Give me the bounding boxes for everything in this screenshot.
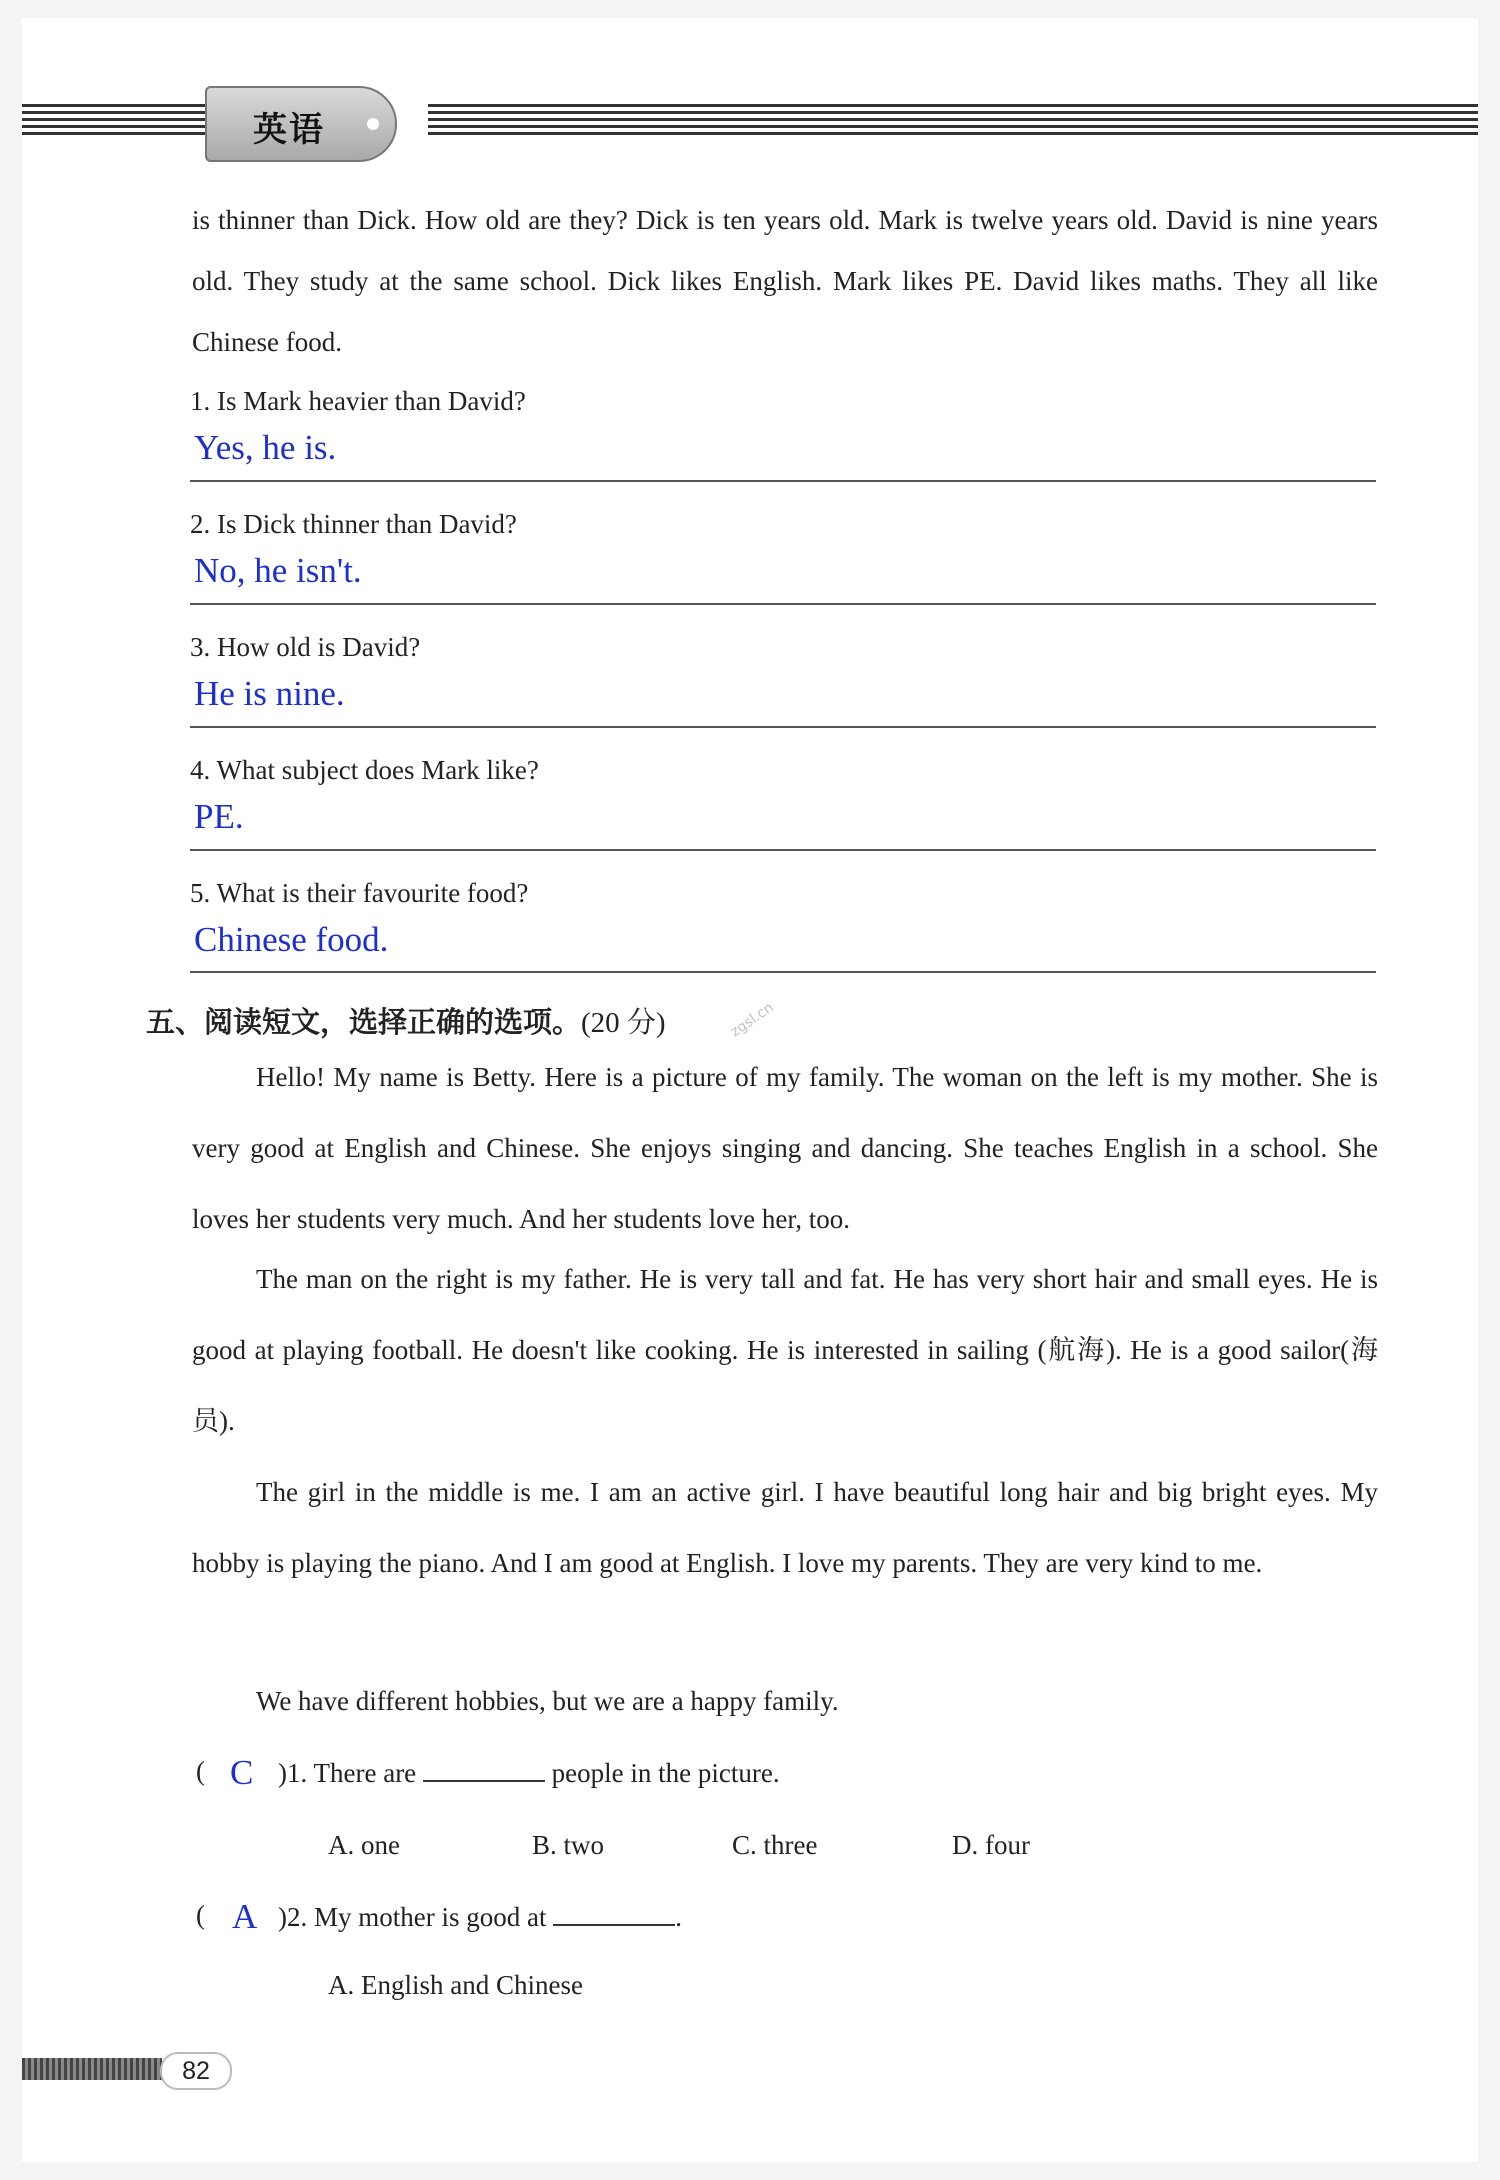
choice-2-open-paren: ( (196, 1900, 205, 1930)
choice-1-answer: C (230, 1753, 254, 1792)
choice-2-option-a: A. English and Chinese (328, 1970, 583, 2000)
answer-1: Yes, he is. (194, 428, 337, 467)
answer-4: PE. (194, 797, 244, 836)
tab-dot-icon (367, 118, 379, 130)
header-rule-left (22, 104, 222, 148)
header-rule-right (428, 104, 1478, 148)
choice-1-option-c: C. three (732, 1830, 818, 1860)
answer-line-4 (190, 849, 1376, 851)
question-2: 2. Is Dick thinner than David? (190, 509, 517, 539)
passage-2-paragraph-2: The man on the right is my father. He is very tall and fat. He has very short hair and small eyes. He is good at playing football. He doesn't like cooking. He is interested in sailing (航海). He is a good sailor(海员). (192, 1264, 1378, 1436)
choice-1-open-paren: ( (196, 1756, 205, 1786)
section-5-title-text: 五、阅读短文，选择正确的选项。 (146, 1005, 582, 1039)
passage-2-paragraph-1: Hello! My name is Betty. Here is a picture of my family. The woman on the left is my mother. She is very good at English and Chinese. She enjoys singing and dancing. She teaches English in a school. She loves her students very much. And her students love her, too. (192, 1062, 1378, 1234)
choice-1-stem (278, 1756, 780, 1789)
passage-1: is thinner than Dick. How old are they? Dick is ten years old. Mark is twelve years old. David is nine years old. They study at the same school. Dick likes English. Mark likes PE. David likes maths. They all like Chinese food. (192, 205, 1378, 357)
page-number: 82 (160, 2052, 232, 2090)
choice-2-stem-before: )2. My mother is good at (278, 1902, 547, 1932)
question-3: 3. How old is David? (190, 632, 421, 662)
choice-1-option-a: A. one (328, 1830, 400, 1860)
question-5: 5. What is their favourite food? (190, 878, 529, 908)
watermark: zgsl.cn (727, 999, 777, 1041)
choice-2-stem (278, 1900, 682, 1933)
answer-3: He is nine. (194, 674, 345, 713)
choice-2-stem-after: . (675, 1902, 682, 1932)
choice-1-option-b: B. two (532, 1830, 605, 1860)
answer-line-3 (190, 726, 1376, 728)
footer-bar (22, 2058, 162, 2080)
passage-2-paragraph-4: We have different hobbies, but we are a happy family. (256, 1686, 839, 1716)
choice-1-blank (423, 1756, 545, 1782)
choice-2-blank (553, 1900, 675, 1926)
answer-line-1 (190, 480, 1376, 482)
section-5-title (146, 1000, 666, 1041)
answer-line-2 (190, 603, 1376, 605)
choice-1-stem-before: )1. There are (278, 1758, 417, 1788)
passage-2-paragraph-3: The girl in the middle is me. I am an active girl. I have beautiful long hair and big bright eyes. My hobby is playing the piano. And I am good at English. I love my parents. They are very kind to me. (192, 1477, 1378, 1578)
question-1: 1. Is Mark heavier than David? (190, 386, 526, 416)
answer-5: Chinese food. (194, 920, 389, 959)
subject-label: 英语 (253, 110, 325, 150)
section-5-score: (20 分) (581, 1007, 666, 1039)
question-4: 4. What subject does Mark like? (190, 755, 539, 785)
choice-1-stem-after: people in the picture. (551, 1758, 780, 1788)
answer-2: No, he isn't. (194, 551, 362, 590)
choice-2-answer: A (232, 1897, 258, 1936)
choice-1-option-d: D. four (952, 1830, 1030, 1860)
answer-line-5 (190, 971, 1376, 973)
subject-tab (205, 86, 397, 162)
